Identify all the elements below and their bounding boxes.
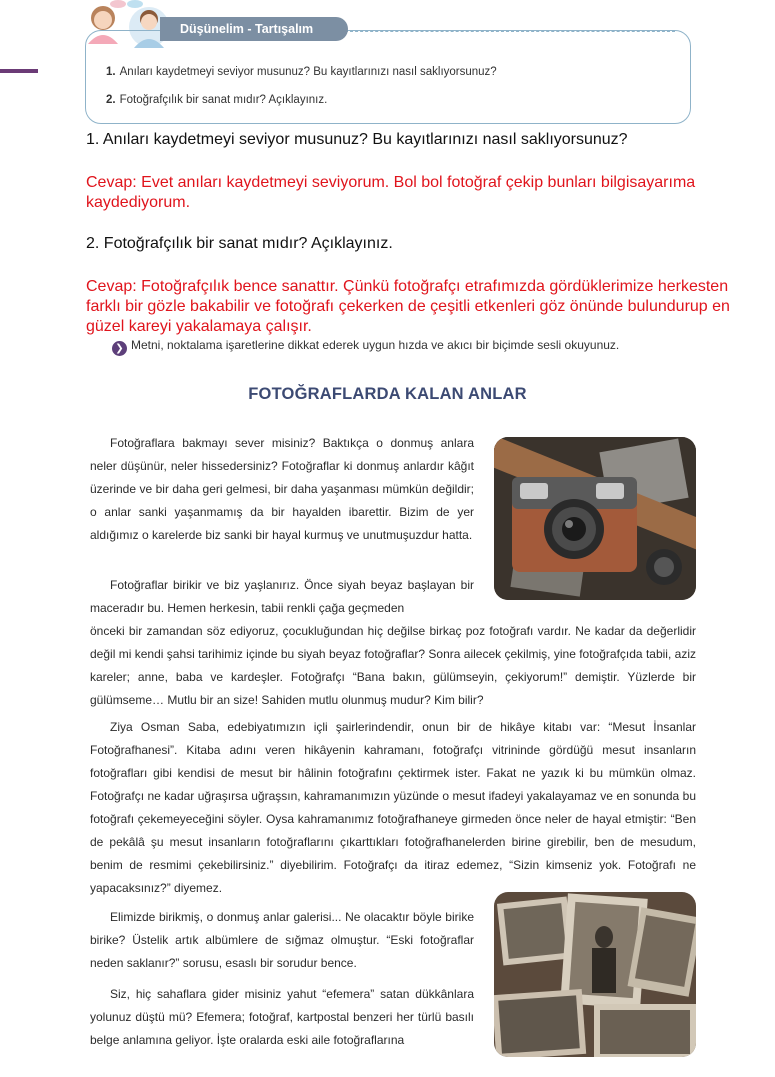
camera-photo [494, 437, 696, 600]
answer-question-1: 1. Anıları kaydetmeyi seviyor musunuz? Bu kayıtlarınızı nasıl saklıyorsunuz? [86, 131, 628, 148]
discussion-header-dash [345, 31, 675, 32]
article-paragraph-2b: önceki bir zamandan söz ediyoruz, çocukluğundan hiç değilse birkaç poz fotoğrafı vardır. Ne kadar da değerlidir değil mi kendi şahsi tarihimiz içinde bu siyah beyaz fotoğraflar? Sonra ailecek çekilmiş, yine fotoğrafçıda tabii, aziz kareler; anne, baba ve kardeşler. Fotoğrafçı “Bana bakın, gülümseyin, çekiyorum!” demiştir. Yüzlerde bir gülümseme… Mutlu bir an size! Sahiden mutlu olunmuş mudur? Kim bilir? [90, 624, 696, 707]
article-paragraph-3: Ziya Osman Saba, edebiyatımızın içli şairlerindendir, onun bir de hikâye kitabı var: “Mesut İnsanlar Fotoğrafhanesi”. Kitaba adını veren hikâyenin kahramanı, fotoğrafçı vitrininde gördüğü mesut insanların fotoğrafları gibi kendisi de mesut bir hâlinin fotoğrafını çektirmek ister. Fakat ne yazık ki bu mümkün olmaz. Fotoğrafçı ne kadar uğraşırsa uğraşsın, kahramanımızın yüzünde o mesut ifadeyi yakalayamaz ve en sonunda bu fotoğrafı çekemeyeceğini söyler. Oysa kahramanımız fotoğrafhaneye girmeden önce neler de hayal etmiştir: “Ben de pekâlâ şu mesut insanların fotoğraflarını çıkarttıkları fotoğrafhanelerden birine girebilir, ben de mesudum, benim de resmimi çekebilirsiniz.” diyebilirim. Fotoğrafçı da itiraz edemez, “Sizin kimseniz yok. Fotoğrafı ne yapacaksınız?” diyemez. [90, 720, 696, 895]
arrow-right-icon: ❯ [112, 341, 127, 356]
page-edge-marker [0, 69, 38, 73]
answer-2: Cevap: Fotoğrafçılık bence sanattır. Çünkü fotoğrafçı etrafımızda gördüklerimize herkesten farklı bir gözle bakabilir ve fotoğrafı çekerken de çeşitli etkenleri göz önünde bulundurup en güzel kareyi yakalamaya çalışır. [86, 278, 730, 335]
reading-instruction: ❯ Metni, noktalama işaretlerine dikkat ederek uygun hızda ve akıcı bir biçimde sesli okuyunuz. [112, 338, 619, 356]
article-paragraph-2a: Fotoğraflar birikir ve biz yaşlanırız. Önce siyah beyaz başlayan bir maceradır bu. Hemen herkesin, tabii renkli çağa geçmeden [90, 578, 474, 615]
discussion-question-2: 2. Fotoğrafçılık bir sanat mıdır? Açıklayınız. [106, 94, 328, 106]
article-paragraph-5: Siz, hiç sahaflara gider misiniz yahut “efemera” satan dükkânlara yolunuz düştü mü? Efemera; fotoğraf, kartpostal benzeri her türlü basılı belge anlamına geliyor. İşte oralarda eski aile fotoğraflarına [90, 987, 474, 1047]
discussion-title: Düşünelim - Tartışalım [160, 17, 348, 41]
article-title: FOTOĞRAFLARDA KALAN ANLAR [248, 385, 527, 403]
answer-question-2: 2. Fotoğrafçılık bir sanat mıdır? Açıklayınız. [86, 235, 393, 252]
old-photographs-photo [494, 892, 696, 1057]
article-paragraph-1: Fotoğraflara bakmayı sever misiniz? Baktıkça o donmuş anlara neler düşünür, neler hissedersiniz? Fotoğraflar ki donmuş anlardır kâğıt üzerinde ve bir daha geri gelmesi, bir daha yaşanması mümkün değildir; o anlar sanki yaşanmamış da bir hayalden ibarettir. Bizim de yer aldığımız o karelerde biz sanki bir hayal kurmuş ve unutmuşuzdur hatta. [90, 436, 474, 542]
article-paragraph-4: Elimizde birikmiş, o donmuş anlar galerisi... Ne olacaktır böyle birike birike? Üstelik artık albümlere de sığmaz olmuştur. “Eski fotoğraflar neden saklanır?” sorusu, esaslı bir sorudur bence. [90, 910, 474, 970]
discussion-question-1: 1. Anıları kaydetmeyi seviyor musunuz? Bu kayıtlarınızı nasıl saklıyorsunuz? [106, 66, 497, 78]
answer-1: Cevap: Evet anıları kaydetmeyi seviyorum. Bol bol fotoğraf çekip bunları bilgisayarıma kaydediyorum. [86, 174, 696, 211]
